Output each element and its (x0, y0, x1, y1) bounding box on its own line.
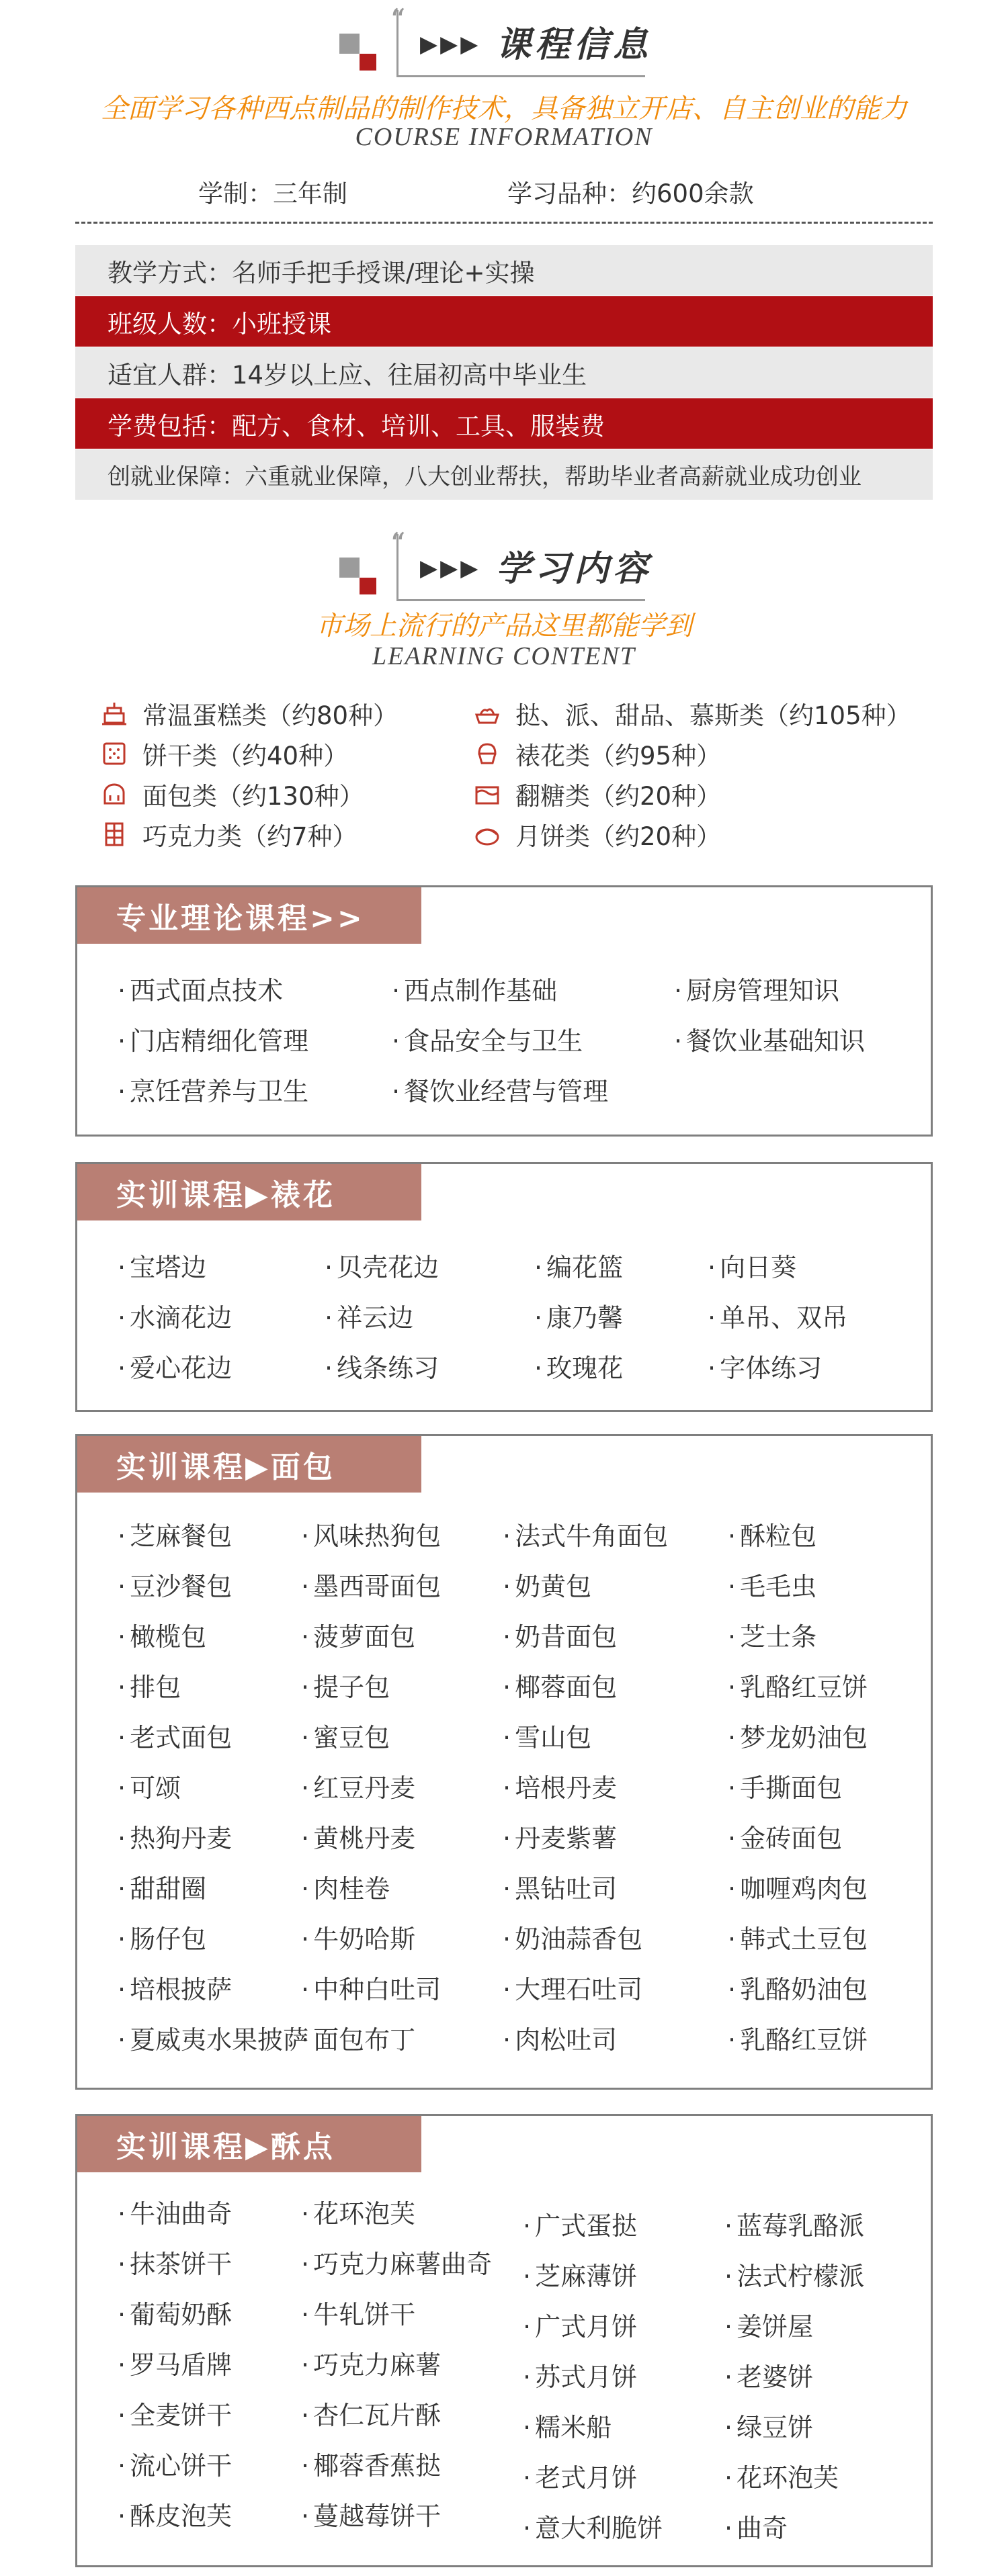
course-item: · 乳酪红豆饼 (728, 2019, 868, 2056)
course-item: · 蔓越莓饼干 (301, 2495, 441, 2532)
course-item: · 糯米船 (523, 2407, 612, 2444)
course-item: · 椰蓉香蕉挞 (301, 2445, 441, 2482)
course-item: · 牛轧饼干 (301, 2294, 415, 2331)
course-item: · 水滴花边 (118, 1297, 232, 1334)
course-item: · 广式蛋挞 (523, 2205, 637, 2242)
course-item: · 毛毛虫 (728, 1566, 816, 1603)
info-row-class-size: 班级人数：小班授课 (75, 296, 933, 347)
piping-course-header: 实训课程▶裱花 (77, 1164, 421, 1220)
lc-item-label: 挞、派、甜品、慕斯类（约105种） (515, 701, 911, 730)
course-item: · 爱心花边 (118, 1347, 232, 1384)
course-item: · 法式柠檬派 (724, 2256, 864, 2293)
course-item: · 面包布丁 (301, 2019, 415, 2056)
course-item: · 酥粒包 (728, 1515, 816, 1552)
pastry-course-box (75, 2114, 933, 2567)
lc-item-label: 月饼类（约20种） (515, 822, 722, 851)
course-item: · 肉桂卷 (301, 1868, 390, 1905)
lc-item-fondant (474, 776, 721, 812)
quote-mark-icon: “ (390, 526, 406, 562)
course-item: · 老婆饼 (724, 2356, 813, 2393)
course-item: · 大理石吐司 (503, 1969, 642, 2006)
quote-mark-icon: “ (390, 2, 406, 38)
course-item: · 黄桃丹麦 (301, 1818, 415, 1855)
lc-item-bread (101, 776, 364, 812)
course-item: · 甜甜圈 (118, 1868, 206, 1905)
theory-item: · 餐饮业基础知识 (674, 1020, 865, 1057)
course-info-title-block (0, 2, 1008, 84)
theory-course-header: 专业理论课程>> (77, 887, 421, 944)
course-item: · 奶油蒜香包 (503, 1918, 642, 1955)
course-item: · 康乃馨 (534, 1297, 623, 1334)
course-item: · 梦龙奶油包 (728, 1717, 868, 1754)
theory-item: · 烹饪营养与卫生 (118, 1071, 308, 1108)
bread-course-header: 实训课程▶面包 (77, 1436, 421, 1493)
lc-item-label: 面包类（约130种） (142, 782, 364, 811)
course-item: · 牛奶哈斯 (301, 1918, 415, 1955)
course-item: · 贝壳花边 (325, 1247, 439, 1284)
mooncake-icon (474, 821, 501, 848)
lc-item-label: 翻糖类（约20种） (515, 782, 722, 811)
course-item: · 椰蓉面包 (503, 1667, 617, 1703)
course-item: · 杏仁瓦片酥 (301, 2395, 441, 2432)
course-item: · 手撕面包 (728, 1767, 842, 1804)
theory-item: · 厨房管理知识 (674, 970, 839, 1007)
course-item: · 向日葵 (708, 1247, 796, 1284)
lc-item-tart (474, 695, 911, 731)
course-item: · 祥云边 (325, 1297, 413, 1334)
duration-text: 学制：三年制 (198, 179, 347, 208)
varieties-text: 学习品种：约600余款 (507, 179, 754, 208)
learning-content-slogan: 市场上流行的产品这里都能学到 (316, 611, 692, 641)
course-item: · 韩式土豆包 (728, 1918, 868, 1955)
course-item: · 牛油曲奇 (118, 2193, 232, 2230)
course-item: · 乳酪红豆饼 (728, 1667, 868, 1703)
course-item: · 咖喱鸡肉包 (728, 1868, 868, 1905)
bread-icon (101, 781, 128, 807)
course-item: · 巧克力麻薯 (301, 2344, 441, 2381)
theory-item: · 西式面点技术 (118, 970, 283, 1007)
course-item: · 花环泡芙 (301, 2193, 415, 2230)
lc-item-mooncake (474, 816, 721, 852)
decor-square-gray (339, 558, 360, 578)
course-item: · 风味热狗包 (301, 1515, 441, 1552)
info-row-fees: 学费包括：配方、食材、培训、工具、服装费 (75, 398, 933, 449)
bread-course-box (75, 1434, 933, 2090)
piping-course-box (75, 1162, 933, 1412)
course-item: · 可颂 (118, 1767, 181, 1804)
course-item: · 单吊、双吊 (708, 1297, 847, 1334)
course-item: · 罗马盾牌 (118, 2344, 232, 2381)
tart-icon (474, 700, 501, 727)
course-item: · 全麦饼干 (118, 2395, 232, 2432)
learning-content-title-block (0, 526, 1008, 608)
lc-item-label: 饼干类（约40种） (142, 742, 349, 770)
course-item: · 豆沙餐包 (118, 1566, 232, 1603)
course-item: · 金砖面包 (728, 1818, 842, 1855)
course-item: · 广式月饼 (523, 2306, 637, 2343)
triple-arrow-icon: ▶▶▶ (420, 31, 481, 58)
biscuit-icon (101, 740, 128, 767)
course-item: · 提子包 (301, 1667, 390, 1703)
decor-square-red (360, 578, 376, 594)
course-item: · 排包 (118, 1667, 181, 1703)
course-item: · 姜饼屋 (724, 2306, 813, 2343)
course-item: · 抹茶饼干 (118, 2244, 232, 2280)
lc-item-piping (474, 736, 721, 772)
course-item: · 老式面包 (118, 1717, 232, 1754)
course-item: · 黑钻吐司 (503, 1868, 617, 1905)
lc-item-label: 常温蛋糕类（约80种） (142, 701, 398, 730)
chocolate-icon (101, 821, 128, 848)
course-item: · 培根丹麦 (503, 1767, 617, 1804)
course-item: · 玫瑰花 (534, 1347, 623, 1384)
lc-item-chocolate (101, 816, 358, 852)
dashed-divider (75, 222, 933, 224)
course-item: · 红豆丹麦 (301, 1767, 415, 1804)
course-item: · 苏式月饼 (523, 2356, 637, 2393)
course-item: · 丹麦紫薯 (503, 1818, 617, 1855)
course-item: · 曲奇 (724, 2507, 788, 2544)
course-item: · 绿豆饼 (724, 2407, 813, 2444)
course-item: · 橄榄包 (118, 1616, 206, 1653)
decor-square-gray (339, 34, 360, 54)
piping-icon (474, 740, 501, 767)
course-item: · 热狗丹麦 (118, 1818, 232, 1855)
course-item: · 雪山包 (503, 1717, 591, 1754)
lc-item-biscuit (101, 736, 348, 772)
course-info-slogan: 全面学习各种西点制品的制作技术，具备独立开店、自主创业的能力 (101, 93, 907, 124)
course-item: · 编花篮 (534, 1247, 623, 1284)
course-item: · 巧克力麻薯曲奇 (301, 2244, 492, 2280)
theory-item: · 食品安全与卫生 (392, 1020, 583, 1057)
course-item: · 奶黄包 (503, 1566, 591, 1603)
course-item: · 芝麻薄饼 (523, 2256, 637, 2293)
course-item: · 字体练习 (708, 1347, 822, 1384)
course-item: · 线条练习 (325, 1347, 439, 1384)
learning-content-subtitle-en: LEARNING CONTENT (372, 642, 636, 670)
course-item: · 夏威夷水果披萨 (118, 2019, 308, 2056)
course-item: · 酥皮泡芙 (118, 2495, 232, 2532)
info-row-guarantee: 创就业保障：六重就业保障，八大创业帮扶，帮助毕业者高薪就业成功创业 (75, 449, 933, 500)
course-item: · 培根披萨 (118, 1969, 232, 2006)
course-item: · 奶昔面包 (503, 1616, 617, 1653)
course-item: · 蓝莓乳酪派 (724, 2205, 864, 2242)
course-item: · 乳酪奶油包 (728, 1969, 868, 2006)
course-item: · 法式牛角面包 (503, 1515, 668, 1552)
course-item: · 芝士条 (728, 1616, 816, 1653)
course-item: · 肠仔包 (118, 1918, 206, 1955)
course-item: · 菠萝面包 (301, 1616, 415, 1653)
pastry-course-header: 实训课程▶酥点 (77, 2116, 421, 2172)
course-item: · 葡萄奶酥 (118, 2294, 232, 2331)
course-item: · 芝麻餐包 (118, 1515, 232, 1552)
cake-icon (101, 700, 128, 727)
course-item: · 宝塔边 (118, 1247, 206, 1284)
info-row-audience: 适宜人群：14岁以上应、往届初高中毕业生 (75, 347, 933, 398)
learning-content-title: 学习内容 (496, 549, 653, 589)
course-item: · 肉松吐司 (503, 2019, 617, 2056)
lc-item-label: 裱花类（约95种） (515, 742, 722, 770)
course-item: · 墨西哥面包 (301, 1566, 441, 1603)
course-item: · 中种白吐司 (301, 1969, 441, 2006)
theory-item: · 西点制作基础 (392, 970, 557, 1007)
course-item: · 意大利脆饼 (523, 2507, 663, 2544)
info-row-teaching: 教学方式：名师手把手授课/理论+实操 (75, 245, 933, 296)
theory-item: · 餐饮业经营与管理 (392, 1071, 608, 1108)
course-info-subtitle-en: COURSE INFORMATION (355, 123, 653, 151)
triple-arrow-icon: ▶▶▶ (420, 555, 481, 582)
fondant-icon (474, 781, 501, 807)
theory-item: · 门店精细化管理 (118, 1020, 308, 1057)
course-item: · 老式月饼 (523, 2457, 637, 2494)
course-info-table (75, 245, 933, 500)
lc-item-cake (101, 695, 398, 731)
course-item: · 流心饼干 (118, 2445, 232, 2482)
lc-item-label: 巧克力类（约7种） (142, 822, 358, 851)
course-info-title: 课程信息 (496, 25, 653, 65)
theory-course-box (75, 885, 933, 1137)
decor-square-red (360, 54, 376, 71)
course-item: · 蜜豆包 (301, 1717, 390, 1754)
course-item: · 花环泡芙 (724, 2457, 839, 2494)
